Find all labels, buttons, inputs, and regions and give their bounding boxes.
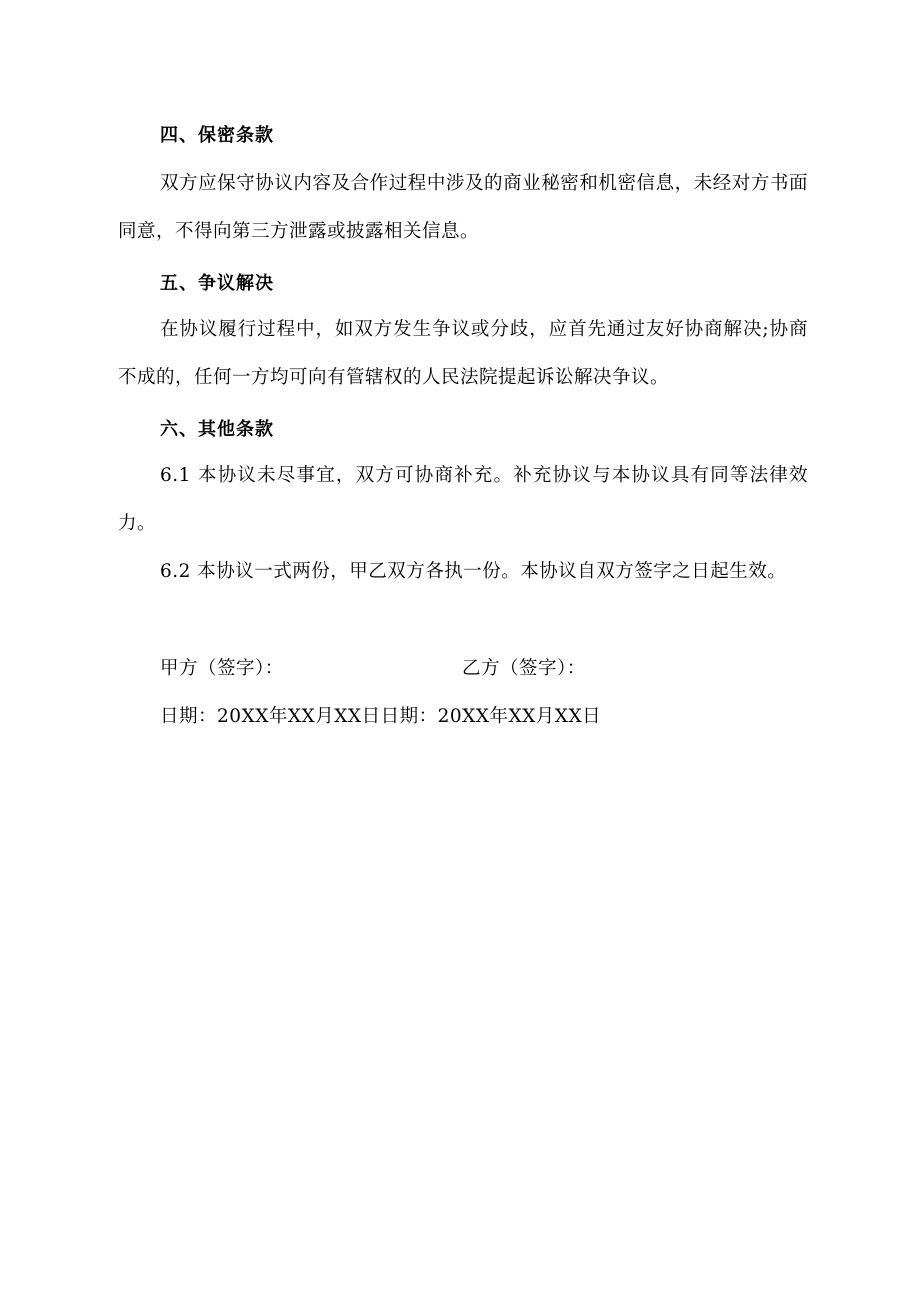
paragraph-dispute: 在协议履行过程中，如双方发生争议或分歧，应首先通过友好协商解决;协商不成的，任何一方均可向有管辖权的人民法院提起诉讼解决争议。: [118, 319, 808, 388]
party-a-signature-label: 甲方（签字）：: [160, 658, 284, 679]
paragraph-confidentiality: 双方应保守协议内容及合作过程中涉及的商业秘密和机密信息，未经对方书面同意，不得向第三方泄露或披露相关信息。: [118, 173, 808, 242]
signature-dates-line: 日期：20XX年XX月XX日日期：20XX年XX月XX日: [160, 706, 602, 727]
clause-6-2: 6.2 本协议一式两份，甲乙双方各执一份。本协议自双方签字之日起生效。: [160, 561, 787, 582]
section-heading-dispute: 五、争议解决: [160, 273, 274, 294]
party-b-signature-label: 乙方（签字）：: [462, 658, 586, 679]
section-heading-other: 六、其他条款: [160, 419, 274, 440]
section-heading-confidentiality: 四、保密条款: [160, 125, 274, 146]
clause-6-1: 6.1 本协议未尽事宜，双方可协商补充。补充协议与本协议具有同等法律效力。: [118, 465, 808, 534]
